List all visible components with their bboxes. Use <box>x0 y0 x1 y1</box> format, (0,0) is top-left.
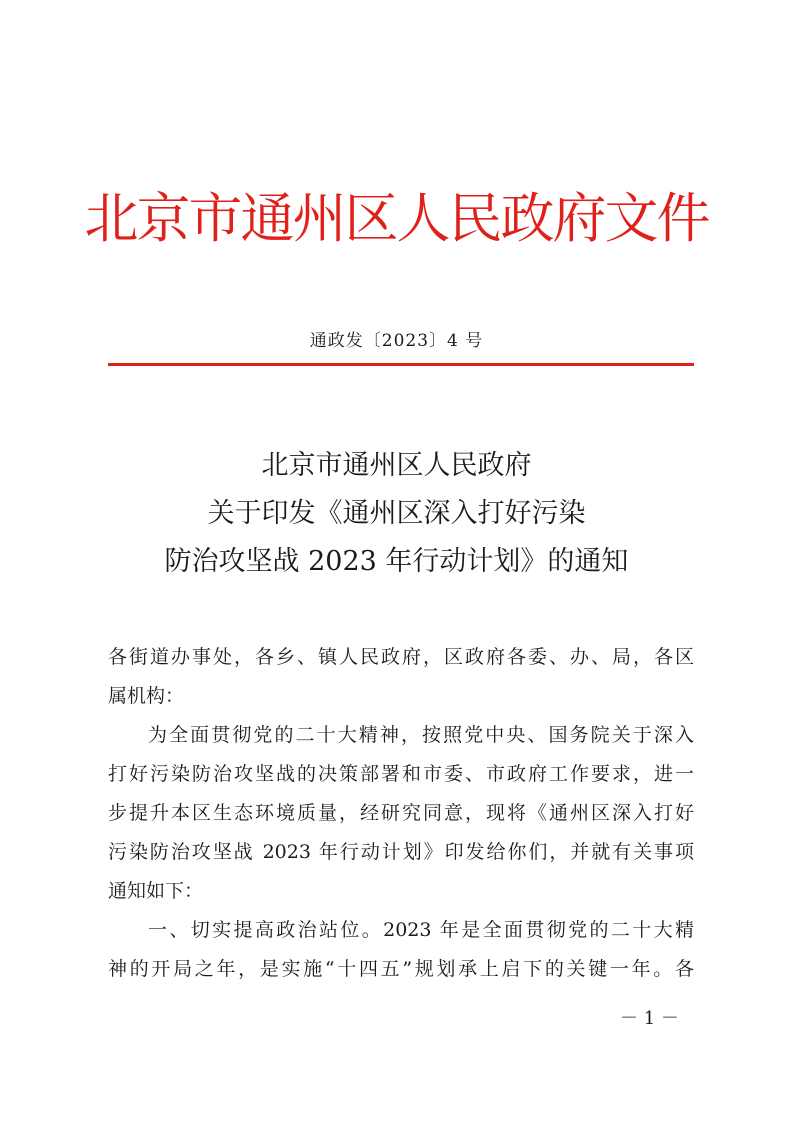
page-number: － 1 － <box>620 1008 679 1029</box>
body-line-paragraph-5: 通知如下： <box>108 880 204 902</box>
body-line-section-1: 一、切实提高政治站位。2023 年是全面贯彻党的二十大精 <box>148 919 694 941</box>
body-line-recipients-1: 各街道办事处，各乡、镇人民政府，区政府各委、办、局，各区 <box>108 646 694 668</box>
document-body <box>108 638 694 989</box>
document-title <box>0 442 793 586</box>
title-line-3: 防治攻坚战 2023 年行动计划》的通知 <box>164 546 629 577</box>
document-number: 通政发〔2023〕4 号 <box>309 331 484 351</box>
body-line-paragraph-1: 为全面贯彻党的二十大精神，按照党中央、国务院关于深入 <box>148 724 694 746</box>
body-line-paragraph-3: 步提升本区生态环境质量，经研究同意，现将《通州区深入打好 <box>108 802 694 824</box>
body-line-paragraph-4: 污染防治攻坚战 2023 年行动计划》印发给你们，并就有关事项 <box>108 841 694 863</box>
title-line-1: 北京市通州区人民政府 <box>261 450 532 481</box>
body-line-section-2: 神的开局之年，是实施“十四五”规划承上启下的关键一年。各 <box>108 958 694 980</box>
document-masthead: 北京市通州区人民政府文件 <box>84 187 709 250</box>
title-line-2: 关于印发《通州区深入打好污染 <box>207 498 586 529</box>
red-divider-line <box>108 363 694 366</box>
body-line-paragraph-2: 打好污染防治攻坚战的决策部署和市委、市政府工作要求，进一 <box>108 763 694 785</box>
body-line-recipients-2: 属机构： <box>108 685 185 707</box>
